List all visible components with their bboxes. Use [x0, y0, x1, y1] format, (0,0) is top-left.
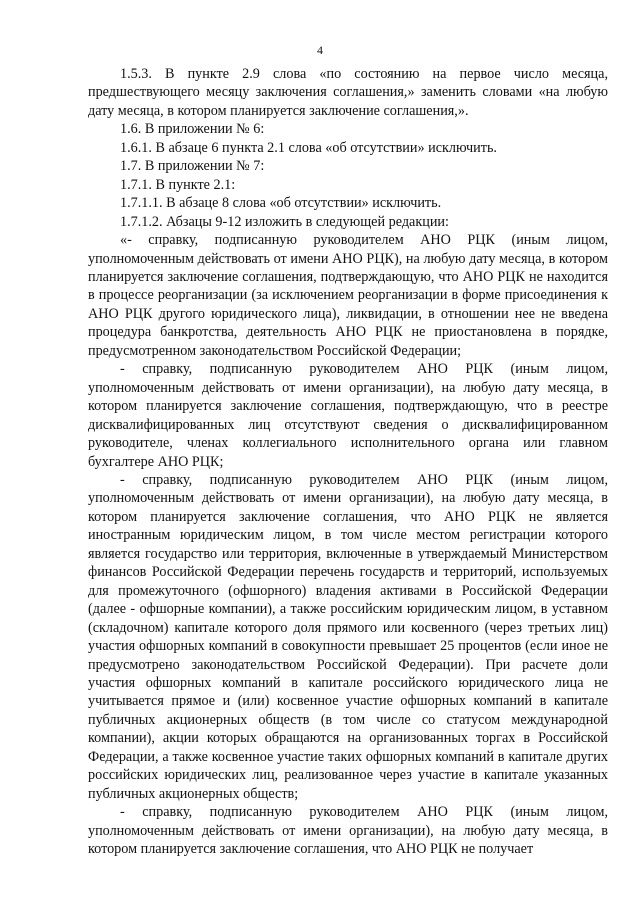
paragraph-offshore-certificate: - справку, подписанную руководителем АНО РЦК (иным лицом, уполномоченным действовать от имени организации), на любую дату месяца, в котором планируется заключение соглашения, что АНО РЦК не является иностранным юридическим лицом, в том числе местом регистрации которого является государство или территория, включенные в утверждаемый Министерством финансов Российской Федерации перечень государств и территорий, используемых для промежуточного (офшорного) владения активами в Российской Федерации (далее - офшорные компании), а также российским юридическим лицом, в уставном (складочном) капитале которого доля прямого или косвенного (через третьих лиц) участия офшорных компаний в совокупности превышает 25 процентов (если иное не предусмотрено законодательством Российской Федерации). При расчете доли участия офшорных компаний в капитале российского юридического лица не учитывается прямое и (или) косвенное участие офшорных компаний в капитале публичных акционерных обществ (в том числе со статусом международной компании), акции которых обращаются на организованных торгах в Российской Федерации, а также косвенное участие таких офшорных компаний в капитале других российских юридических лиц, реализованное через участие в капитале указанных публичных акционерных обществ;: [88, 471, 608, 802]
paragraph-1-6: 1.6. В приложении № 6:: [120, 121, 265, 138]
document-body: [88, 65, 608, 858]
paragraph-1-7-1-2: 1.7.1.2. Абзацы 9-12 изложить в следующей редакции:: [120, 213, 449, 230]
paragraph-1-7: 1.7. В приложении № 7:: [120, 158, 265, 175]
paragraph-1-5-3: 1.5.3. В пункте 2.9 слова «по состоянию на первое число месяца, предшествующего месяцу заключения соглашения,» заменить словами «на любую дату месяца, в котором планируется заключение соглашения,».: [88, 66, 608, 119]
page-number: 4: [317, 43, 323, 57]
paragraph-reorganization-certificate: «- справку, подписанную руководителем АНО РЦК (иным лицом, уполномоченным действовать от имени АНО РЦК), на любую дату месяца, в котором планируется заключение соглашения, подтверждающую, что АНО РЦК не находится в процессе реорганизации (за исключением реорганизации в форме присоединения к АНО РЦК другого юридического лица), ликвидации, в отношении нее не введена процедура банкротства, деятельность АНО РЦК не приостановлена в порядке, предусмотренном законодательством Российской Федерации;: [88, 232, 608, 359]
paragraph-1-7-1: 1.7.1. В пункте 2.1:: [120, 176, 236, 193]
paragraph-funding-certificate: - справку, подписанную руководителем АНО РЦК (иным лицом, уполномоченным действовать от имени организации), на любую дату месяца, в котором планируется заключение соглашения, что АНО РЦК не получает: [88, 804, 608, 858]
paragraph-1-6-1: 1.6.1. В абзаце 6 пункта 2.1 слова «об отсутствии» исключить.: [120, 139, 497, 156]
paragraph-disqualified-persons-certificate: - справку, подписанную руководителем АНО РЦК (иным лицом, уполномоченным действовать от имени организации), на любую дату месяца, в котором планируется заключение соглашения, подтверждающую, что в реестре дисквалифицированных лиц отсутствуют сведения о дисквалифицированном руководителе, членах коллегиального исполнительного органа или главном бухгалтере АНО РЦК;: [88, 361, 608, 470]
paragraph-1-7-1-1: 1.7.1.1. В абзаце 8 слова «об отсутствии» исключить.: [120, 195, 442, 212]
